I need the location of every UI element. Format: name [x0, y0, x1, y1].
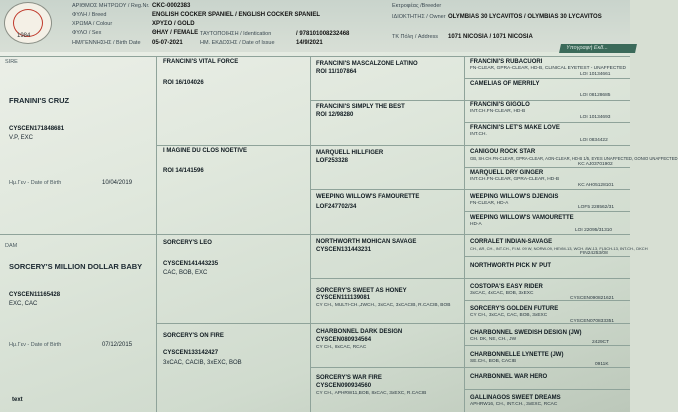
gen2-reg: ROI 14/141596 — [163, 168, 204, 174]
gen4-reg: LOI 08128685 — [580, 93, 611, 98]
gen3-titles: CY CH., APHRW11,BOB, 8xCAC, 3xEXC, R.CACIB — [316, 391, 427, 396]
gen3-titles: CY CH., 8xCAC, RCAC — [316, 345, 367, 350]
gen3-name: NORTHWORTH MOHICAN SAVAGE — [316, 239, 417, 245]
sex-label: ΦΥΛΟ / Sex — [72, 30, 102, 36]
owner-label: ΙΔΙΟΚΤΗΤΗΣ / Owner — [392, 14, 446, 20]
row-divider — [464, 78, 630, 79]
pedigree-grid — [0, 56, 678, 412]
club-logo — [4, 2, 52, 44]
gen4-name: CORRALET INDIAN-SAVAGE — [470, 239, 553, 245]
row-divider — [464, 345, 630, 346]
gen4-titles: 3xCAC, 4xCAC, BOB, 3xEXC — [470, 291, 534, 296]
gen4-reg: FIN24253/08 — [580, 251, 608, 256]
gen3-reg: LOF253328 — [316, 158, 349, 164]
gen4-titles: FN-CLEAR, HD-A — [470, 201, 509, 206]
row-divider — [310, 189, 630, 190]
gen3-reg: CYSCEN131443231 — [316, 247, 372, 253]
row-divider — [156, 323, 630, 324]
sire-label: SIRE — [5, 59, 18, 65]
gen4-name: CHARBONNELLE LYNETTE (JW) — [470, 352, 564, 358]
sire-dob: 10/04/2019 — [102, 180, 133, 186]
gen3-reg: CYSCEN080934564 — [316, 337, 372, 343]
dam-dob: 07/12/2015 — [102, 342, 133, 348]
gen3-reg: LOF247702/34 — [316, 204, 357, 210]
row-divider — [310, 367, 630, 368]
gen4-name: WEEPING WILLOW'S VAMOURETTE — [470, 215, 574, 221]
gen3-reg: CYSCEN090934560 — [316, 383, 372, 389]
gen4-name: CANIGOU ROCK STAR — [470, 149, 536, 155]
gen3-name: CHARBONNEL DARK DESIGN — [316, 329, 403, 335]
gen4-reg: CYSCEN090821621 — [570, 296, 615, 301]
gen4-reg: LOI 10134661 — [580, 72, 611, 77]
gen4-name: FRANCINI'S LET'S MAKE LOVE — [470, 125, 560, 131]
ident-value: / 978101008232468 — [296, 31, 350, 37]
gen2-reg: CYSCEN141443235 — [163, 261, 219, 267]
gen2-titles: 3xCAC, CACIB, 3xEXC, BOB — [163, 360, 242, 366]
colour-value: ΧΡΥΣΟ / GOLD — [152, 21, 195, 27]
regno-label: ΑΡΙΘΜΟΣ ΜΗΤΡΩΟΥ / Reg.Nr. — [72, 3, 150, 9]
ident-label: ΤΑΥΤΟΠΟΙΗΣΗ / Identication — [200, 31, 272, 37]
dam-label: DAM — [5, 243, 18, 249]
gen3-reg: CYSCEN111139081 — [316, 295, 371, 301]
gen4-titles: CY CH., 3xCAC, CAC, BOB, 3xEXC — [470, 313, 548, 318]
gen4-titles: SE.CH., BOB, CACIB — [470, 359, 517, 364]
gen4-name: CAMELIAS OF MERRILY — [470, 81, 540, 87]
gen4-reg: 2429CT — [592, 340, 610, 345]
gen3-name: MARQUELL HILLFIGER — [316, 150, 384, 156]
gen3-reg: ROI 12/98280 — [316, 112, 354, 118]
gen4-titles: HD-A — [470, 222, 482, 227]
address-value: 1071 NICOSIA / 1071 NICOSIA — [448, 34, 533, 40]
row-divider — [464, 256, 630, 257]
gen4-reg: KC AH05128101 — [578, 183, 614, 188]
dam-dob-label: Ημ.Γεν - Date of Birth — [9, 342, 62, 348]
breed-value: ENGLISH COCKER SPANIEL / ENGLISH COCKER SPANIEL — [152, 12, 321, 18]
footer-text: text — [12, 397, 23, 403]
gen4-reg: LOI 10134693 — [580, 115, 611, 120]
breed-label: ΦΥΛΗ / Breed — [72, 12, 107, 18]
sire-reg: CYSCEN171848681 — [9, 126, 65, 132]
gen2-titles: CAC, BOB, EXC — [163, 270, 208, 276]
issue-value: 14/9/2021 — [296, 40, 323, 46]
gen3-reg: ROI 11/107864 — [316, 69, 357, 75]
gen4-titles: INT.CH.FN-CLEAR, HD-B — [470, 109, 526, 114]
row-divider — [464, 211, 630, 212]
sire-dob-label: Ημ.Γεν - Date of Birth — [9, 180, 62, 186]
row-divider — [0, 234, 630, 235]
gen4-name: MARQUELL DRY GINGER — [470, 170, 544, 176]
gen4-name: FRANCINI'S GIGOLO — [470, 102, 530, 108]
dam-name: SORCERY'S MILLION DOLLAR BABY — [9, 262, 143, 271]
row-divider — [310, 278, 630, 279]
gen4-name: SORCERY'S GOLDEN FUTURE — [470, 306, 559, 312]
gen3-titles: CY CH., MULTI-CH.,JWCH., 3xCAC, 3xCACIB, R.CACIB, BOB — [316, 303, 451, 308]
row-divider — [464, 167, 630, 168]
gen4-titles: FN-CLEAR, GPRA-CLEAR, HD-B, CLINICAL EYETEST - UNAFFECTED — [470, 66, 626, 71]
row-divider — [156, 145, 630, 146]
gen4-titles: CH. DK, NE, CH., JW — [470, 337, 517, 342]
gen2-name: I MAGINE DU CLOS NOETIVE — [163, 148, 248, 154]
header-strip — [0, 0, 630, 52]
issue-label: ΗΜ. ΕΚΔΟΣΗΣ / Date of Issue — [200, 40, 275, 46]
sire-name: FRANINI'S CRUZ — [9, 96, 70, 105]
address-label: ΤΚ Πόλη / Address — [392, 34, 439, 40]
regno-value: CKC-0002383 — [152, 3, 191, 9]
gen2-name: FRANCINI'S VITAL FORCE — [163, 59, 239, 65]
dob-label: ΗΜ/ΓΕΝΝΗΣΗΣ / Birth Date — [72, 40, 141, 46]
dob-value: 05-07-2021 — [152, 40, 183, 46]
gen4-reg: 0911K — [595, 362, 609, 367]
gen4-reg: KC AJ03701902 — [578, 162, 613, 167]
gen4-reg: LOI 0834422 — [580, 138, 608, 143]
gen4-name: NORTHWORTH PICK N' PUT — [470, 263, 552, 269]
gen4-name: FRANCINI'S RUBACUORI — [470, 59, 543, 65]
gen2-name: SORCERY'S ON FIRE — [163, 333, 224, 339]
logo-year: 1984 — [17, 33, 31, 39]
gen3-name: FRANCINI'S SIMPLY THE BEST — [316, 104, 405, 110]
gen4-name: CHARBONNEL SWEDISH DESIGN (JW) — [470, 330, 582, 336]
gen4-name: GALLINAGOS SWEET DREAMS — [470, 395, 561, 401]
gen4-titles: INT.CH. — [470, 132, 487, 137]
gen4-reg: CYSCEN070833351 — [570, 319, 615, 324]
gen4-name: WEEPING WILLOW'S DJENGIS — [470, 194, 559, 200]
gen4-reg: LOF5 228562/31 — [578, 205, 615, 210]
breeder-label: Εκτροφέας /Breeder — [392, 3, 442, 9]
gen4-titles: CH., AR, CH., INT.CH., FI.M. 09 W, NORW-09, HEVM-13, WCH. 8W-13, FL5CH-13, INT.CH., DKCH — [470, 246, 648, 251]
sex-value: ΘΗΛΥ / FEMALE — [152, 30, 199, 36]
gen4-titles: APHRW16, CH., INT.CH., 3xEXC, RCAC — [470, 402, 558, 407]
gen3-name: WEEPING WILLOW'S FAMOURETTE — [316, 194, 420, 200]
colour-label: ΧΡΩΜΑ / Colour — [72, 21, 113, 27]
gen4-name: COSTOPA'S EASY RIDER — [470, 284, 543, 290]
gen2-reg: ROI 16/104026 — [163, 80, 204, 86]
row-divider — [310, 100, 630, 101]
gen3-name: FRANCINI'S MASCALZONE LATINO — [316, 61, 418, 67]
gen4-reg: LOI 22095/31310 — [575, 228, 613, 233]
row-divider — [0, 56, 630, 57]
gen2-reg: CYSCEN133142427 — [163, 350, 219, 356]
dam-titles: EXC, CAC — [9, 301, 38, 307]
gen4-titles: GB, SH.CH.FN-CLEAR, GPRA-CLEAR, AON-CLEAR, HD-B 1/5, EYES UNAFFECTED, GONIO UNAFFECTED — [470, 156, 678, 161]
owner-value: OLYMBIAS 30 LYCAVITOS / OLYMBIAS 30 LYCAVITOS — [448, 14, 602, 20]
row-divider — [464, 122, 630, 123]
sire-titles: V.P, EXC — [9, 135, 34, 141]
signature-banner: Υπογραφή Εκδ... — [559, 44, 637, 53]
gen3-name: SORCERY'S WAR FIRE — [316, 375, 382, 381]
gen3-name: SORCERY'S SWEET AS HONEY — [316, 288, 407, 294]
gen4-name: CHARBONNEL WAR HERO — [470, 374, 548, 380]
dam-reg: CYSCEN11165428 — [9, 292, 61, 298]
gen4-titles: INT.CH.FN-CLEAR, GPRA-CLEAR, HD-B — [470, 177, 560, 182]
row-divider — [464, 389, 630, 390]
gen2-name: SORCERY'S LEO — [163, 240, 212, 246]
